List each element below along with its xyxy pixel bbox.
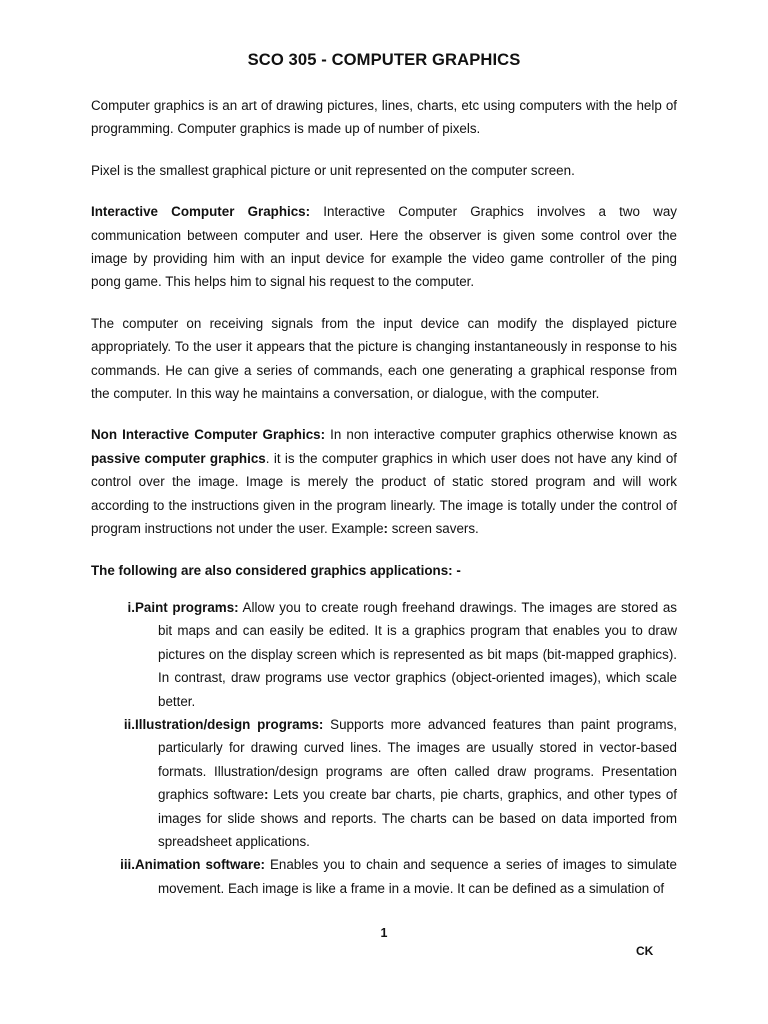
example-colon: : bbox=[383, 521, 388, 537]
passive-graphics-term: passive computer graphics bbox=[91, 450, 266, 466]
paragraph-signals bbox=[91, 312, 677, 406]
list-item-heading: Illustration/design programs: bbox=[135, 716, 324, 732]
list-item-colon: : bbox=[263, 787, 269, 803]
document-body bbox=[91, 48, 677, 900]
applications-list bbox=[91, 596, 677, 900]
list-item-text: Allow you to create rough freehand drawings. The images are stored as bit maps and can easily be edited. It is a graphics program that enables you to draw pictures on the display screen which is represented as bit maps (bit-mapped graphics). In contrast, draw programs use vector graphics (object-oriented images), which scale better. bbox=[158, 599, 677, 709]
list-item-text: Supports more advanced features than paint programs, particularly for drawing curved lines. The images are usually stored in vector-based formats. Illustration/design programs are often called draw programs. Presentation graphics software bbox=[158, 716, 677, 803]
list-item-text: Enables you to chain and sequence a series of images to simulate movement. Each image is like a frame in a movie. It can be defined as a simulation of bbox=[158, 857, 677, 896]
non-interactive-text-2: . it is the computer graphics in which user does not have any kind of control over the image. Image is merely the product of static stored program and will work according to the instructions given in the program linearly. The image is totally under the control of program instructions not under the user. Example bbox=[91, 450, 677, 537]
applications-heading: The following are also considered graphics applications: - bbox=[91, 562, 461, 578]
list-item bbox=[91, 713, 677, 853]
list-item bbox=[91, 853, 677, 900]
non-interactive-text-1: In non interactive computer graphics otherwise known as bbox=[325, 427, 677, 443]
interactive-heading: Interactive Computer Graphics: bbox=[91, 204, 311, 220]
interactive-text: Interactive Computer Graphics involves a two way communication between computer and user. Here the observer is given some control over the image by providing him with an input device for example the video game controller of the ping pong game. This helps him to signal his request to the computer. bbox=[91, 204, 677, 290]
paragraph-signals-text: The computer on receiving signals from the input device can modify the displayed picture appropriately. To the user it appears that the picture is changing instantaneously in response to his commands. He can give a series of commands, each one generating a graphical response from the computer. In this way he maintains a conversation, or dialogue, with the computer. bbox=[91, 315, 677, 402]
page-title: SCO 305 - COMPUTER GRAPHICS bbox=[247, 50, 521, 69]
list-numeral: i. bbox=[127, 599, 135, 615]
footer-initials: CK bbox=[636, 944, 654, 958]
list-item-heading: Paint programs: bbox=[135, 599, 239, 615]
paragraph-non-interactive bbox=[91, 423, 677, 540]
page-number: 1 bbox=[380, 926, 388, 940]
list-numeral: ii. bbox=[123, 716, 135, 732]
paragraph-pixel-text: Pixel is the smallest graphical picture or unit represented on the computer screen. bbox=[91, 162, 575, 178]
paragraph-pixel bbox=[91, 159, 677, 182]
list-item bbox=[91, 596, 677, 713]
paragraph-intro-text: Computer graphics is an art of drawing pictures, lines, charts, etc using computers with the help of programming. Computer graphics is made up of number of pixels. bbox=[91, 98, 677, 137]
paragraph-applications-intro bbox=[91, 559, 677, 582]
non-interactive-heading: Non Interactive Computer Graphics: bbox=[91, 427, 326, 443]
list-item-text-2: Lets you create bar charts, pie charts, graphics, and other types of images for slide shows and reports. The charts can be based on data imported from spreadsheet applications. bbox=[158, 787, 677, 849]
non-interactive-text-3: screen savers. bbox=[387, 521, 479, 537]
list-item-heading: Animation software: bbox=[135, 857, 265, 873]
paragraph-intro bbox=[91, 94, 677, 141]
paragraph-interactive bbox=[91, 200, 677, 294]
list-numeral: iii. bbox=[120, 857, 135, 873]
